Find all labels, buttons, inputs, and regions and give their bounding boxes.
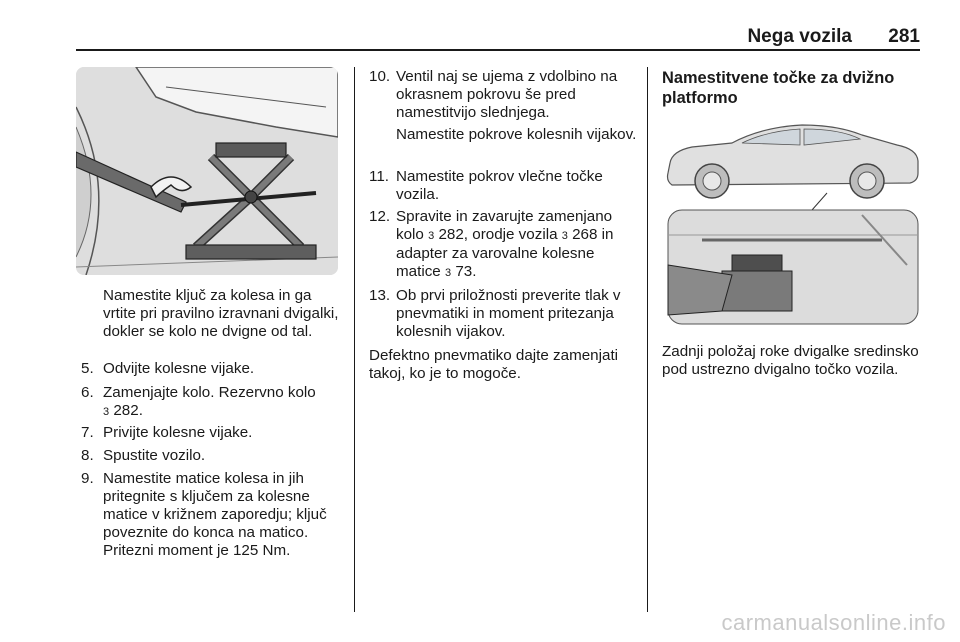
step-number: 6.: [81, 384, 94, 401]
step-text-main: Spravite in zavarujte zamenjano kolo: [396, 208, 613, 243]
reference-arrow-icon: 3: [103, 406, 110, 418]
step-number: 13.: [369, 287, 391, 304]
step-text-main: Zamenjajte kolo. Rezervno kolo: [103, 384, 316, 401]
step-text: Privijte kolesne vijake.: [103, 424, 253, 441]
page-reference-link[interactable]: 73.: [455, 263, 477, 280]
page-number: 281: [888, 26, 920, 47]
list-item: [369, 208, 639, 282]
lift-platform-illustration: [662, 115, 924, 327]
header-rule: [76, 49, 920, 51]
section-title: Nega vozila: [747, 26, 852, 47]
step-number: 9.: [81, 470, 94, 487]
jack-illustration: [76, 67, 338, 275]
step-number: 8.: [81, 447, 94, 464]
page-reference-link[interactable]: 282.: [113, 402, 143, 419]
step-text: [396, 208, 639, 282]
reference-arrow-icon: 3: [444, 267, 452, 279]
step-note: Namestite pokrove kolesnih vijakov.: [396, 126, 637, 143]
step-text: Namestite matice kolesa in jih pritegnite s ključem za kolesne matice v križnem zaporedju; ključ poveznite do konca na matico. Pritezni moment je 125 Nm.: [103, 470, 327, 559]
section-heading: Namestitvene točke za dvižno platformo: [662, 69, 895, 107]
column-divider: [354, 67, 355, 612]
scissor-jack-drawing: [76, 67, 338, 275]
reference-arrow-icon: 3: [428, 230, 435, 242]
lift-caption: Zadnji položaj roke dvigalke sredinsko pod ustrezno dvigalno točko vozila.: [662, 343, 919, 378]
step-number: 7.: [81, 424, 94, 441]
reference-arrow-icon: 3: [561, 230, 568, 242]
page-header: [0, 18, 960, 50]
page-reference-link[interactable]: 268 in adapter za varovalne kolesne matice: [396, 226, 614, 280]
column-divider: [647, 67, 648, 612]
list-item: [81, 384, 346, 420]
step-number: 5.: [81, 360, 94, 377]
step-number: 11.: [369, 168, 389, 185]
step-text: Namestite pokrov vlečne točke vozila.: [396, 168, 603, 203]
watermark: carmanualsonline.info: [721, 610, 946, 635]
closing-note: Defektno pnevmatiko dajte zamenjati takoj, ko je to mogoče.: [369, 347, 619, 382]
jack-caption: Namestite ključ za kolesa in ga vrtite pri pravilno izravnani dvigalki, dokler se kolo ne dvigne od tal.: [103, 287, 339, 340]
lift-point-drawing: [662, 115, 924, 327]
step-text: Odvijte kolesne vijake.: [103, 360, 255, 377]
page-reference-link[interactable]: 282, orodje vozila: [438, 226, 558, 243]
step-number: 10.: [369, 68, 391, 85]
step-number: 12.: [369, 208, 391, 225]
step-text: Ob prvi priložnosti preverite tlak v pnevmatiki in moment pritezanja kolesnih vijakov.: [396, 287, 621, 340]
step-text: Spustite vozilo.: [103, 447, 206, 464]
step-text: [103, 384, 346, 421]
step-text: Ventil naj se ujema z vdolbino na okrasnem pokrovu še pred namestitvijo slednjega.: [396, 68, 618, 121]
